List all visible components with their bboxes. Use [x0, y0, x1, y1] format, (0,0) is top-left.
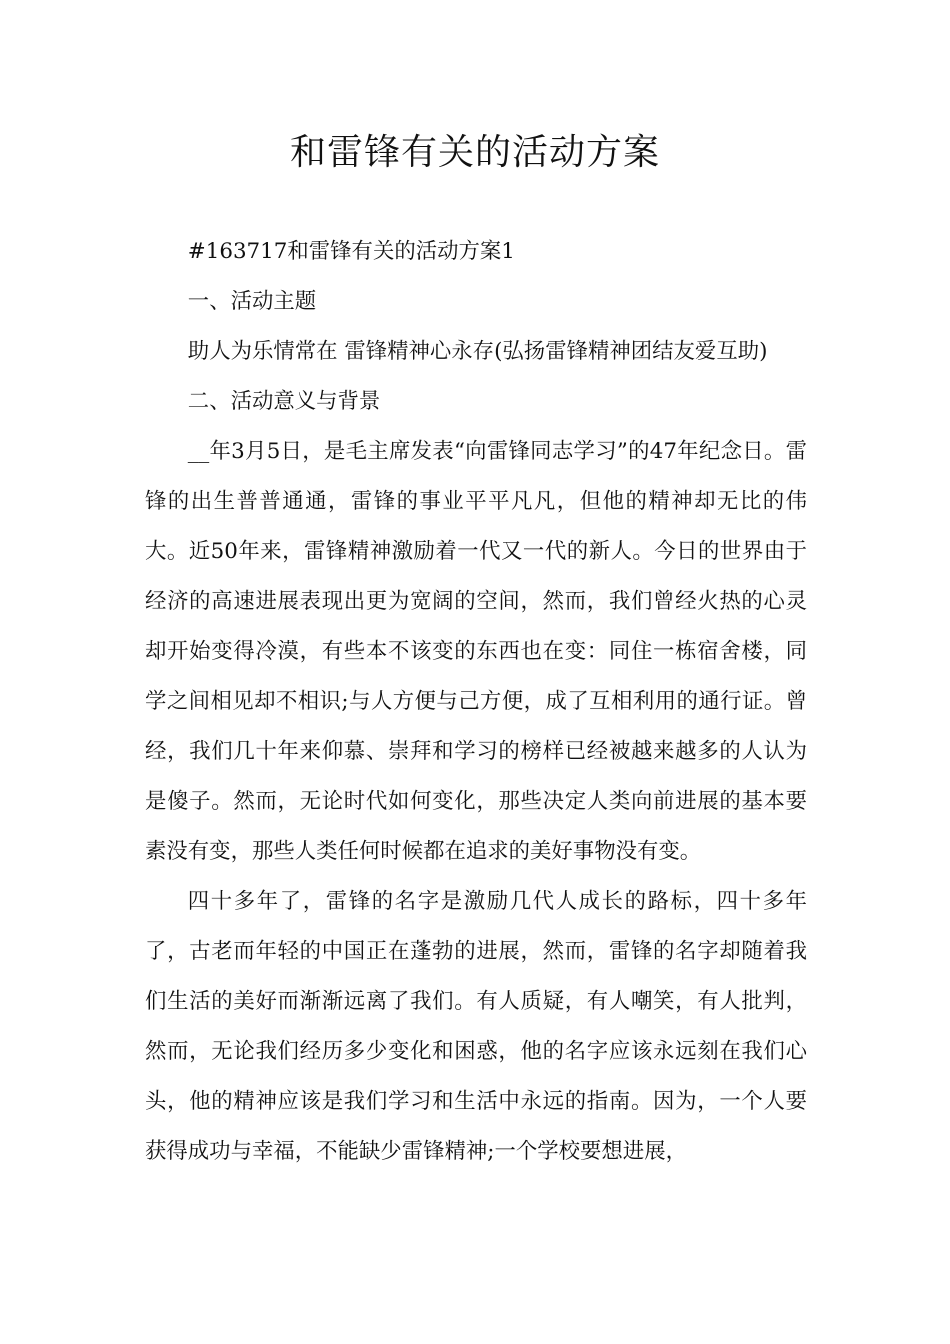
paragraph-background: __年3月5日，是毛主席发表“向雷锋同志学习”的47年纪念日。雷锋的出生普普通通，雷锋的事业平平凡凡，但他的精神却无比的伟大。近50年来，雷锋精神激励着一代又一代的新人。今日的世界由于经济的高速进展表现出更为宽阔的空间，然而，我们曾经火热的心灵却开始变得冷漠，有些本不该变的东西也在变：同住一栋宿舍楼，同学之间相见却不相识;与人方便与己方便，成了互相利用的通行证。曾经，我们几十年来仰慕、崇拜和学习的榜样已经被越来越多的人认为是傻子。然而，无论时代如何变化，那些决定人类向前进展的基本要素没有变，那些人类任何时候都在追求的美好事物没有变。 — [145, 439, 807, 864]
paragraph-significance: 四十多年了，雷锋的名字是激励几代人成长的路标，四十多年了，古老而年轻的中国正在蓬勃的进展，然而，雷锋的名字却随着我们生活的美好而渐渐远离了我们。有人质疑，有人嘲笑，有人批判，然而，无论我们经历多少变化和困惑，他的名字应该永远刻在我们心头，他的精神应该是我们学习和生活中永远的指南。因为，一个人要获得成功与幸福，不能缺少雷锋精神;一个学校要想进展， — [145, 889, 807, 1164]
paragraph-section-2-heading: 二、活动意义与背景 — [187, 389, 381, 414]
document-body — [145, 227, 807, 1177]
document-title: 和雷锋有关的活动方案 — [289, 132, 660, 173]
paragraph-doc-id-heading: #163717和雷锋有关的活动方案1 — [187, 239, 515, 264]
paragraph-section-1-heading: 一、活动主题 — [187, 289, 317, 314]
paragraph-theme: 助人为乐情常在 雷锋精神心永存(弘扬雷锋精神团结友爱互助) — [187, 339, 768, 364]
